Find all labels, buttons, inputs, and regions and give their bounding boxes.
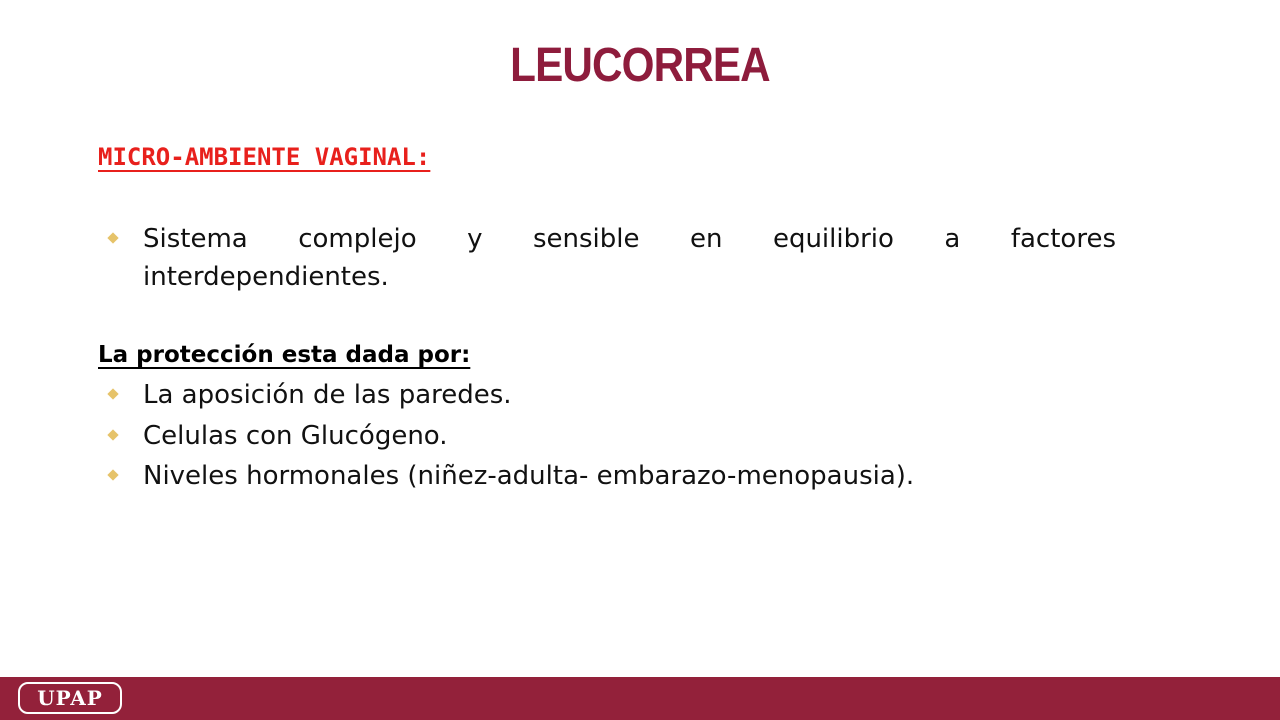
bullet-item bbox=[98, 220, 1116, 258]
bullet-item bbox=[98, 457, 1116, 495]
bullet-text-continuation: interdependientes. bbox=[143, 262, 389, 292]
bullet-text: Sistema complejo y sensible en equilibrio a factores bbox=[143, 224, 1116, 254]
diamond-bullet-icon bbox=[107, 232, 118, 243]
bullet-item bbox=[98, 417, 1116, 455]
footer-bar bbox=[0, 677, 1280, 720]
bullet-item bbox=[98, 376, 1116, 414]
diamond-bullet-icon bbox=[107, 388, 118, 399]
upap-logo: UPAP bbox=[18, 682, 122, 714]
diamond-bullet-icon bbox=[107, 429, 118, 440]
bullet-text: Niveles hormonales (niñez-adulta- embarazo-menopausia). bbox=[143, 461, 915, 491]
bullet-text: La aposición de las paredes. bbox=[143, 380, 512, 410]
section-heading-micro-ambiente: MICRO-AMBIENTE VAGINAL: bbox=[98, 143, 431, 171]
slide-title: LEUCORREA bbox=[510, 39, 770, 92]
diamond-bullet-icon bbox=[107, 469, 118, 480]
section-heading-proteccion: La protección esta dada por: bbox=[98, 342, 471, 368]
bullet-text: Celulas con Glucógeno. bbox=[143, 421, 448, 451]
